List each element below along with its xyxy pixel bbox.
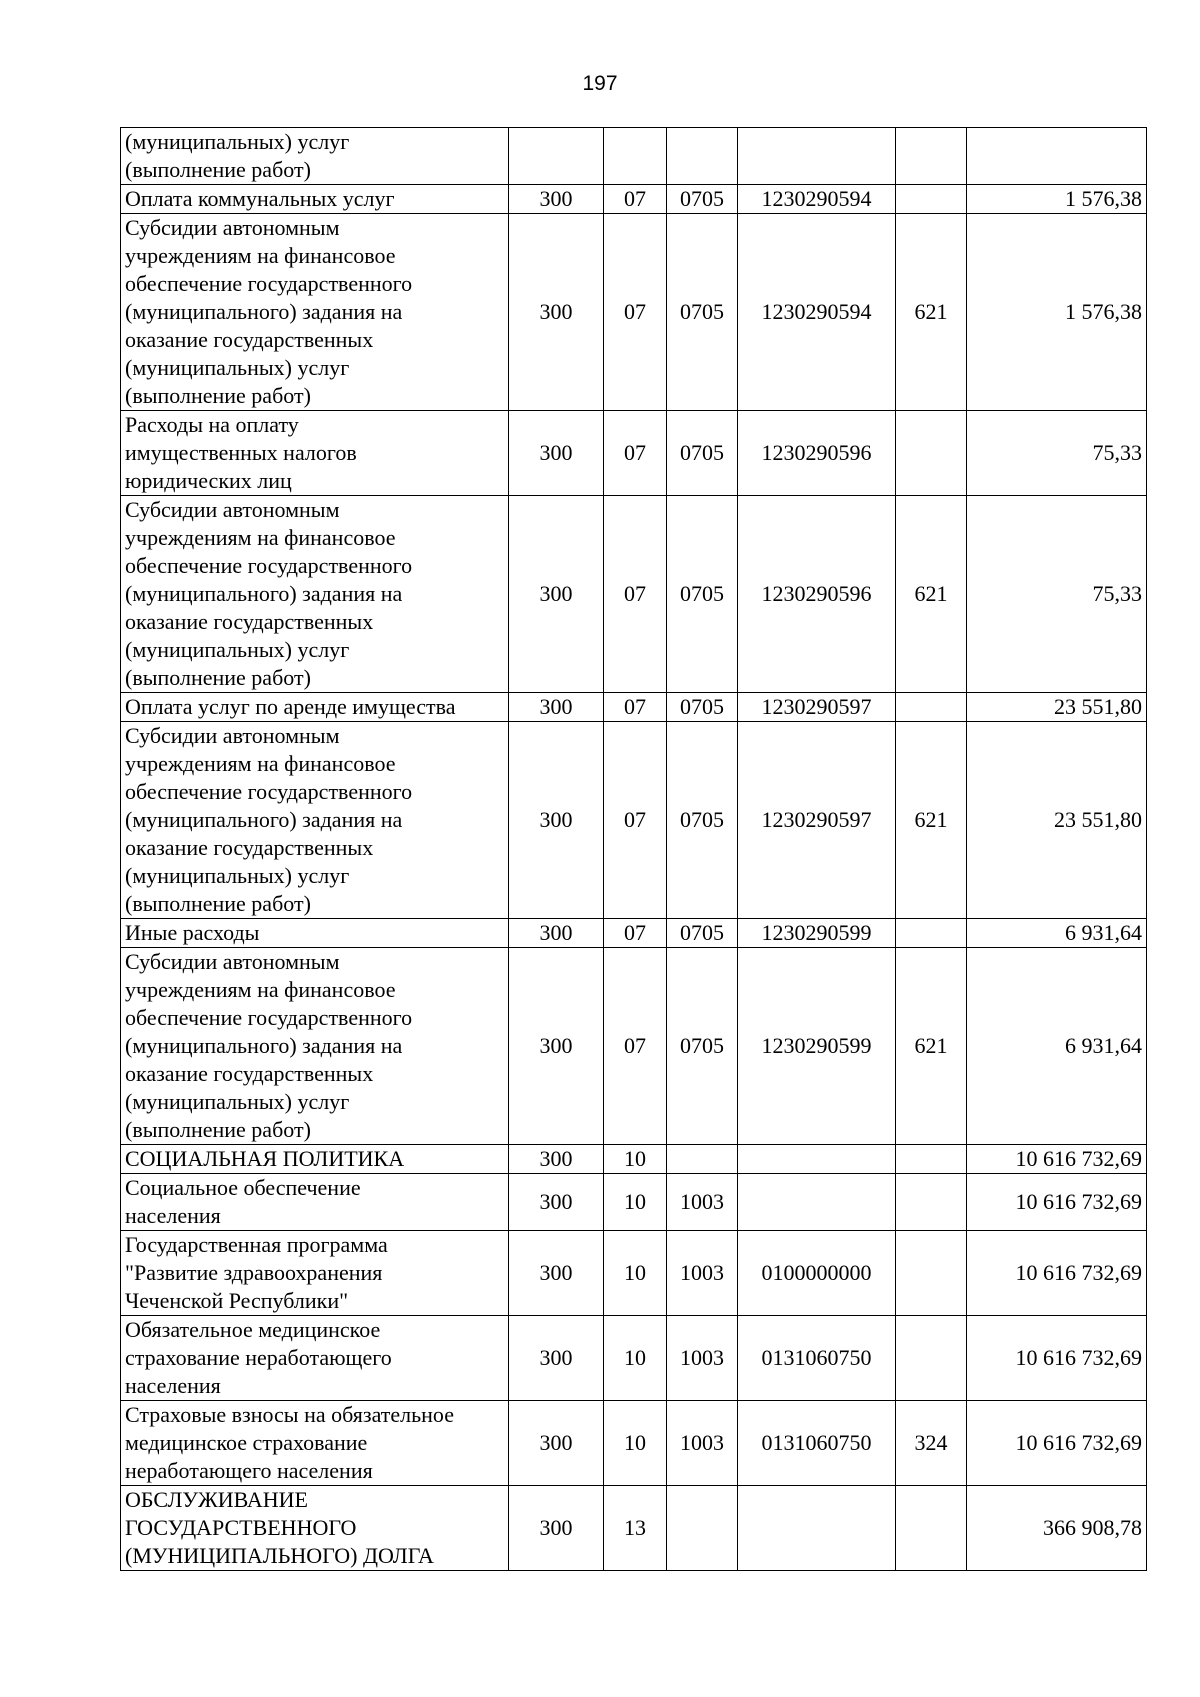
table-row — [121, 1316, 1147, 1401]
target-article-code-cell: 1230290597 — [738, 693, 896, 722]
section-code-cell: 10 — [604, 1231, 667, 1316]
ministry-code-cell: 300 — [509, 1231, 604, 1316]
expense-type-code-cell: 621 — [896, 214, 967, 411]
subsection-code-cell: 0705 — [667, 693, 738, 722]
expense-type-code-cell — [896, 1316, 967, 1401]
amount-cell — [967, 128, 1147, 185]
subsection-code-cell: 1003 — [667, 1401, 738, 1486]
ministry-code-cell: 300 — [509, 185, 604, 214]
expense-name-cell: Субсидии автономным учреждениям на финансовое обеспечение государственного (муниципального) задания на оказание государственных (муниципальных) услуг (выполнение работ) — [121, 722, 509, 919]
table-row — [121, 214, 1147, 411]
target-article-code-cell: 1230290599 — [738, 919, 896, 948]
expense-type-code-cell — [896, 693, 967, 722]
table-row — [121, 1174, 1147, 1231]
amount-cell: 10 616 732,69 — [967, 1401, 1147, 1486]
expense-name-cell: Расходы на оплату имущественных налогов юридических лиц — [121, 411, 509, 496]
amount-cell: 6 931,64 — [967, 948, 1147, 1145]
page-number: 197 — [582, 72, 618, 95]
budget-table-body — [121, 128, 1147, 1571]
expense-name-cell: Обязательное медицинское страхование неработающего населения — [121, 1316, 509, 1401]
section-code-cell: 07 — [604, 948, 667, 1145]
expense-type-code-cell — [896, 1486, 967, 1571]
target-article-code-cell: 1230290594 — [738, 214, 896, 411]
target-article-code-cell — [738, 1174, 896, 1231]
ministry-code-cell: 300 — [509, 1316, 604, 1401]
subsection-code-cell: 0705 — [667, 214, 738, 411]
section-code-cell: 07 — [604, 722, 667, 919]
section-code-cell: 10 — [604, 1401, 667, 1486]
table-row — [121, 496, 1147, 693]
subsection-code-cell: 0705 — [667, 948, 738, 1145]
amount-cell: 10 616 732,69 — [967, 1174, 1147, 1231]
ministry-code-cell: 300 — [509, 1401, 604, 1486]
amount-cell: 10 616 732,69 — [967, 1231, 1147, 1316]
expense-type-code-cell: 621 — [896, 948, 967, 1145]
target-article-code-cell: 0100000000 — [738, 1231, 896, 1316]
target-article-code-cell — [738, 1145, 896, 1174]
ministry-code-cell: 300 — [509, 1174, 604, 1231]
expense-type-code-cell: 621 — [896, 722, 967, 919]
expense-name-cell: Иные расходы — [121, 919, 509, 948]
section-code-cell: 07 — [604, 496, 667, 693]
subsection-code-cell — [667, 1145, 738, 1174]
expense-type-code-cell — [896, 128, 967, 185]
section-code-cell: 07 — [604, 693, 667, 722]
target-article-code-cell: 1230290594 — [738, 185, 896, 214]
ministry-code-cell: 300 — [509, 411, 604, 496]
section-code-cell: 10 — [604, 1145, 667, 1174]
ministry-code-cell: 300 — [509, 496, 604, 693]
ministry-code-cell: 300 — [509, 214, 604, 411]
amount-cell: 1 576,38 — [967, 214, 1147, 411]
table-row — [121, 1231, 1147, 1316]
target-article-code-cell: 1230290596 — [738, 411, 896, 496]
budget-table — [120, 127, 1147, 1571]
ministry-code-cell: 300 — [509, 1486, 604, 1571]
section-code-cell: 10 — [604, 1316, 667, 1401]
target-article-code-cell — [738, 128, 896, 185]
expense-name-cell: Оплата услуг по аренде имущества — [121, 693, 509, 722]
table-row — [121, 693, 1147, 722]
target-article-code-cell — [738, 1486, 896, 1571]
expense-type-code-cell — [896, 1174, 967, 1231]
expense-type-code-cell: 621 — [896, 496, 967, 693]
expense-name-cell: ОБСЛУЖИВАНИЕ ГОСУДАРСТВЕННОГО (МУНИЦИПАЛЬНОГО) ДОЛГА — [121, 1486, 509, 1571]
ministry-code-cell: 300 — [509, 919, 604, 948]
expense-type-code-cell — [896, 185, 967, 214]
amount-cell: 23 551,80 — [967, 693, 1147, 722]
target-article-code-cell: 1230290599 — [738, 948, 896, 1145]
subsection-code-cell: 1003 — [667, 1316, 738, 1401]
expense-name-cell: Государственная программа "Развитие здравоохранения Чеченской Республики" — [121, 1231, 509, 1316]
table-row — [121, 919, 1147, 948]
expense-name-cell: Субсидии автономным учреждениям на финансовое обеспечение государственного (муниципального) задания на оказание государственных (муниципальных) услуг (выполнение работ) — [121, 948, 509, 1145]
expense-type-code-cell — [896, 1145, 967, 1174]
expense-name-cell: Субсидии автономным учреждениям на финансовое обеспечение государственного (муниципального) задания на оказание государственных (муниципальных) услуг (выполнение работ) — [121, 214, 509, 411]
ministry-code-cell: 300 — [509, 1145, 604, 1174]
table-row — [121, 128, 1147, 185]
expense-name-cell: Субсидии автономным учреждениям на финансовое обеспечение государственного (муниципального) задания на оказание государственных (муниципальных) услуг (выполнение работ) — [121, 496, 509, 693]
expense-name-cell: Страховые взносы на обязательное медицинское страхование неработающего населения — [121, 1401, 509, 1486]
expense-type-code-cell — [896, 411, 967, 496]
subsection-code-cell: 0705 — [667, 722, 738, 919]
amount-cell: 10 616 732,69 — [967, 1316, 1147, 1401]
subsection-code-cell — [667, 1486, 738, 1571]
table-row — [121, 1401, 1147, 1486]
amount-cell: 10 616 732,69 — [967, 1145, 1147, 1174]
table-row — [121, 948, 1147, 1145]
subsection-code-cell: 0705 — [667, 411, 738, 496]
expense-name-cell: Социальное обеспечение населения — [121, 1174, 509, 1231]
section-code-cell: 07 — [604, 185, 667, 214]
amount-cell: 6 931,64 — [967, 919, 1147, 948]
amount-cell: 1 576,38 — [967, 185, 1147, 214]
table-row — [121, 1486, 1147, 1571]
expense-name-cell: Оплата коммунальных услуг — [121, 185, 509, 214]
section-code-cell: 07 — [604, 214, 667, 411]
expense-name-cell: (муниципальных) услуг (выполнение работ) — [121, 128, 509, 185]
amount-cell: 75,33 — [967, 496, 1147, 693]
target-article-code-cell: 1230290597 — [738, 722, 896, 919]
subsection-code-cell: 1003 — [667, 1174, 738, 1231]
target-article-code-cell: 1230290596 — [738, 496, 896, 693]
table-row — [121, 411, 1147, 496]
subsection-code-cell: 0705 — [667, 919, 738, 948]
subsection-code-cell: 0705 — [667, 496, 738, 693]
subsection-code-cell — [667, 128, 738, 185]
amount-cell: 23 551,80 — [967, 722, 1147, 919]
section-code-cell: 10 — [604, 1174, 667, 1231]
expense-name-cell: СОЦИАЛЬНАЯ ПОЛИТИКА — [121, 1145, 509, 1174]
section-code-cell — [604, 128, 667, 185]
expense-type-code-cell — [896, 919, 967, 948]
ministry-code-cell: 300 — [509, 693, 604, 722]
ministry-code-cell: 300 — [509, 948, 604, 1145]
table-row — [121, 722, 1147, 919]
expense-type-code-cell: 324 — [896, 1401, 967, 1486]
section-code-cell: 07 — [604, 411, 667, 496]
ministry-code-cell: 300 — [509, 722, 604, 919]
section-code-cell: 13 — [604, 1486, 667, 1571]
expense-type-code-cell — [896, 1231, 967, 1316]
amount-cell: 75,33 — [967, 411, 1147, 496]
table-row — [121, 1145, 1147, 1174]
ministry-code-cell — [509, 128, 604, 185]
subsection-code-cell: 0705 — [667, 185, 738, 214]
table-row — [121, 185, 1147, 214]
target-article-code-cell: 0131060750 — [738, 1316, 896, 1401]
section-code-cell: 07 — [604, 919, 667, 948]
subsection-code-cell: 1003 — [667, 1231, 738, 1316]
target-article-code-cell: 0131060750 — [738, 1401, 896, 1486]
amount-cell: 366 908,78 — [967, 1486, 1147, 1571]
